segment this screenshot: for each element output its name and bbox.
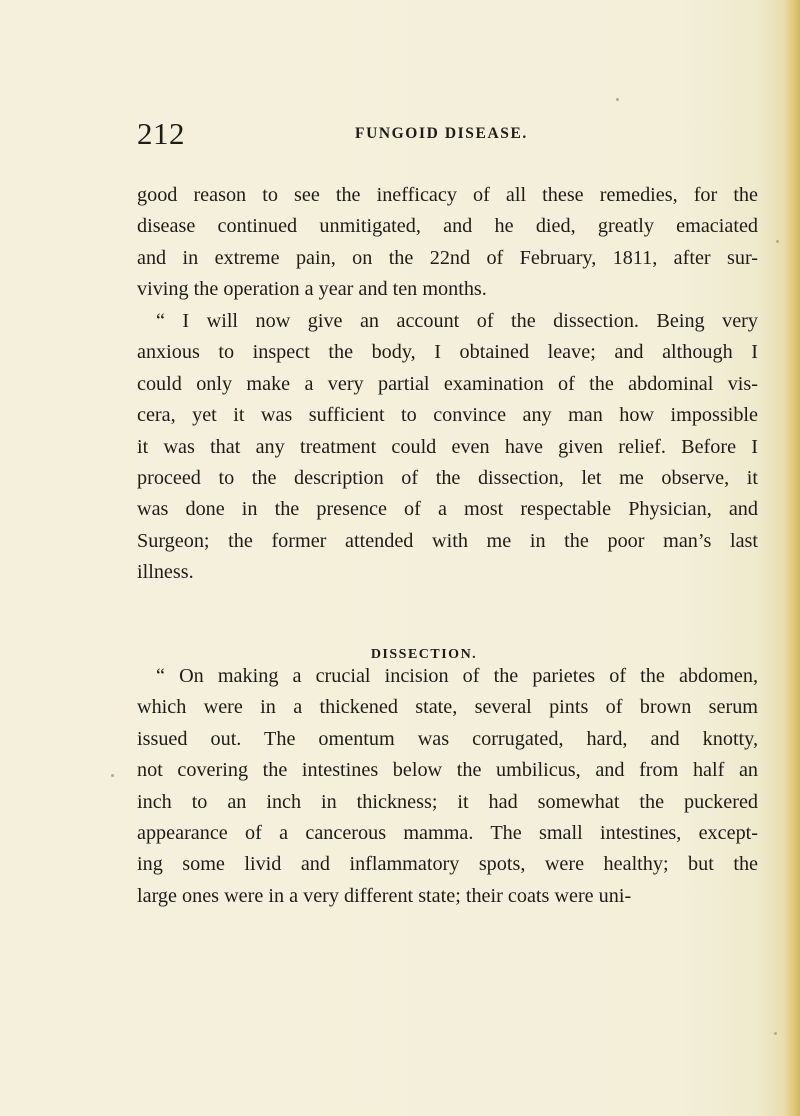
text-line: issued out. The omentum was corrugated, hard, and knotty, [137, 727, 758, 750]
page-edge-stain [784, 0, 800, 1116]
text-line: and in extreme pain, on the 22nd of February, 1811, after sur- [137, 246, 758, 269]
paragraph-2 [137, 306, 758, 589]
text-line: proceed to the description of the dissection, let me observe, it [137, 466, 758, 489]
paper-speck [776, 240, 779, 243]
page-header [137, 118, 757, 150]
paper-speck [774, 1032, 777, 1035]
running-title: FUNGOID DISEASE. [355, 125, 528, 142]
text-line: ing some livid and inflammatory spots, were healthy; but the [137, 853, 758, 876]
paper-speck [111, 774, 114, 777]
text-line: which were in a thickened state, several pints of brown serum [137, 696, 758, 719]
text-line: cera, yet it was sufficient to convince any man how impossible [137, 404, 758, 427]
text-line: “ On making a crucial incision of the parietes of the abdomen, [156, 665, 758, 687]
text-line: Surgeon; the former attended with me in the poor man’s last [137, 529, 758, 552]
text-line: disease continued unmitigated, and he died, greatly emaciated [137, 215, 758, 238]
text-line: appearance of a cancerous mamma. The small intestines, except- [137, 821, 758, 844]
text-line: viving the operation a year and ten months. [137, 278, 487, 301]
text-line: not covering the intestines below the umbilicus, and from half an [137, 759, 758, 782]
text-line: good reason to see the inefficacy of all these remedies, for the [137, 184, 758, 206]
page-number: 212 [137, 116, 185, 151]
text-line: inch to an inch in thickness; it had somewhat the puckered [137, 790, 758, 813]
text-line: anxious to inspect the body, I obtained leave; and although I [137, 341, 758, 364]
text-line: large ones were in a very different state; their coats were uni- [137, 884, 632, 907]
text-line: could only make a very partial examination of the abdominal vis- [137, 372, 758, 395]
text-line: illness. [137, 561, 194, 584]
paragraph-3 [137, 661, 758, 912]
paper-speck [616, 98, 619, 101]
section-heading-text: DISSECTION. [370, 647, 478, 662]
text-line: “ I will now give an account of the dissection. Being very [156, 310, 758, 332]
text-line: it was that any treatment could even have given relief. Before I [137, 435, 758, 458]
paragraph-1 [137, 180, 758, 306]
text-line: was done in the presence of a most respectable Physician, and [137, 498, 758, 521]
